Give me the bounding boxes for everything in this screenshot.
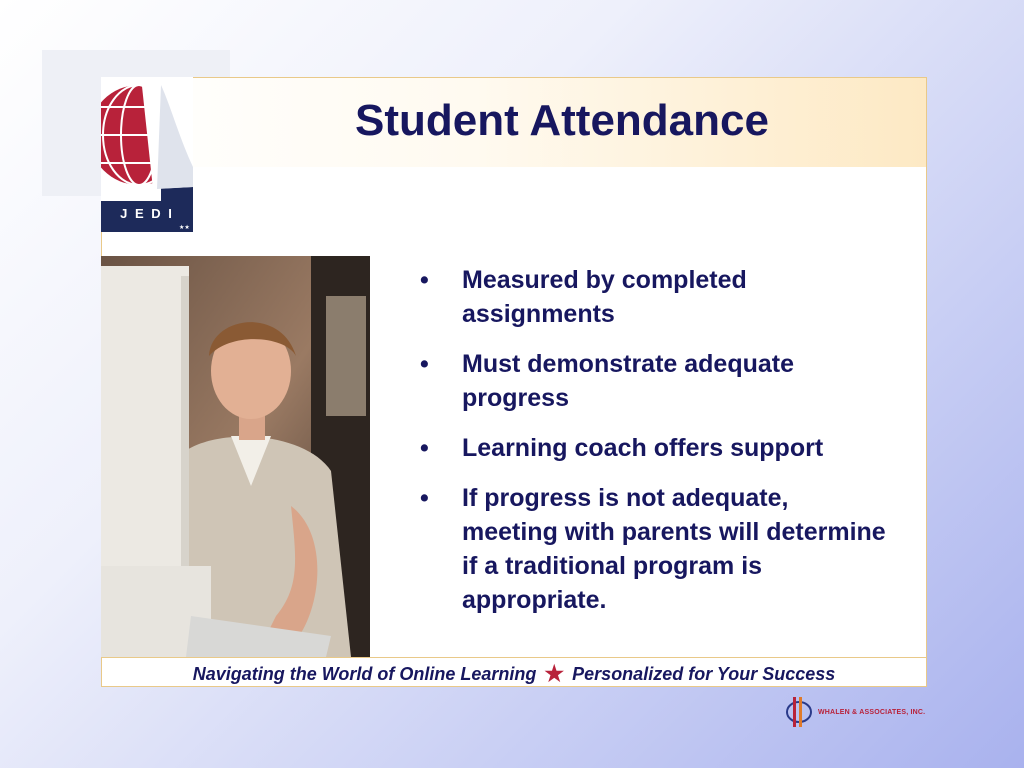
company-name: WHALEN & ASSOCIATES, INC. <box>818 708 926 716</box>
footer-divider <box>101 657 927 658</box>
whalen-logo-icon <box>784 695 814 729</box>
footer-right-text: Personalized for Your Success <box>572 663 836 684</box>
svg-text:★★: ★★ <box>179 224 190 231</box>
student-photo <box>101 256 370 657</box>
company-logo <box>784 695 925 729</box>
bullet-item <box>420 481 890 617</box>
slide-title: Student Attendance <box>355 96 769 145</box>
bullet-text: Must demonstrate adequate progress <box>462 350 795 412</box>
svg-text:★: ★ <box>179 106 185 113</box>
bullet-text: Measured by completed assignments <box>462 266 747 328</box>
bullet-item <box>420 263 890 331</box>
bullet-item <box>420 347 890 415</box>
bullet-marker: • <box>420 434 429 462</box>
footer-left-text: Navigating the World of Online Learning <box>192 663 537 684</box>
svg-text:★: ★ <box>175 84 184 94</box>
bullet-text: If progress is not adequate, meeting with parents will determine if a traditional program is appropriate. <box>462 484 886 614</box>
bullet-marker: • <box>420 350 429 378</box>
footer <box>101 660 927 688</box>
svg-text:★: ★ <box>185 97 192 105</box>
jedi-logo <box>101 77 193 232</box>
bullet-list <box>420 263 890 633</box>
bullet-marker: • <box>420 484 429 512</box>
bullet-marker: • <box>420 266 429 294</box>
bullet-text: Learning coach offers support <box>462 434 824 462</box>
star-icon: ★ <box>544 661 565 686</box>
bullet-item <box>420 431 890 465</box>
logo-text: J E D I <box>120 206 174 221</box>
